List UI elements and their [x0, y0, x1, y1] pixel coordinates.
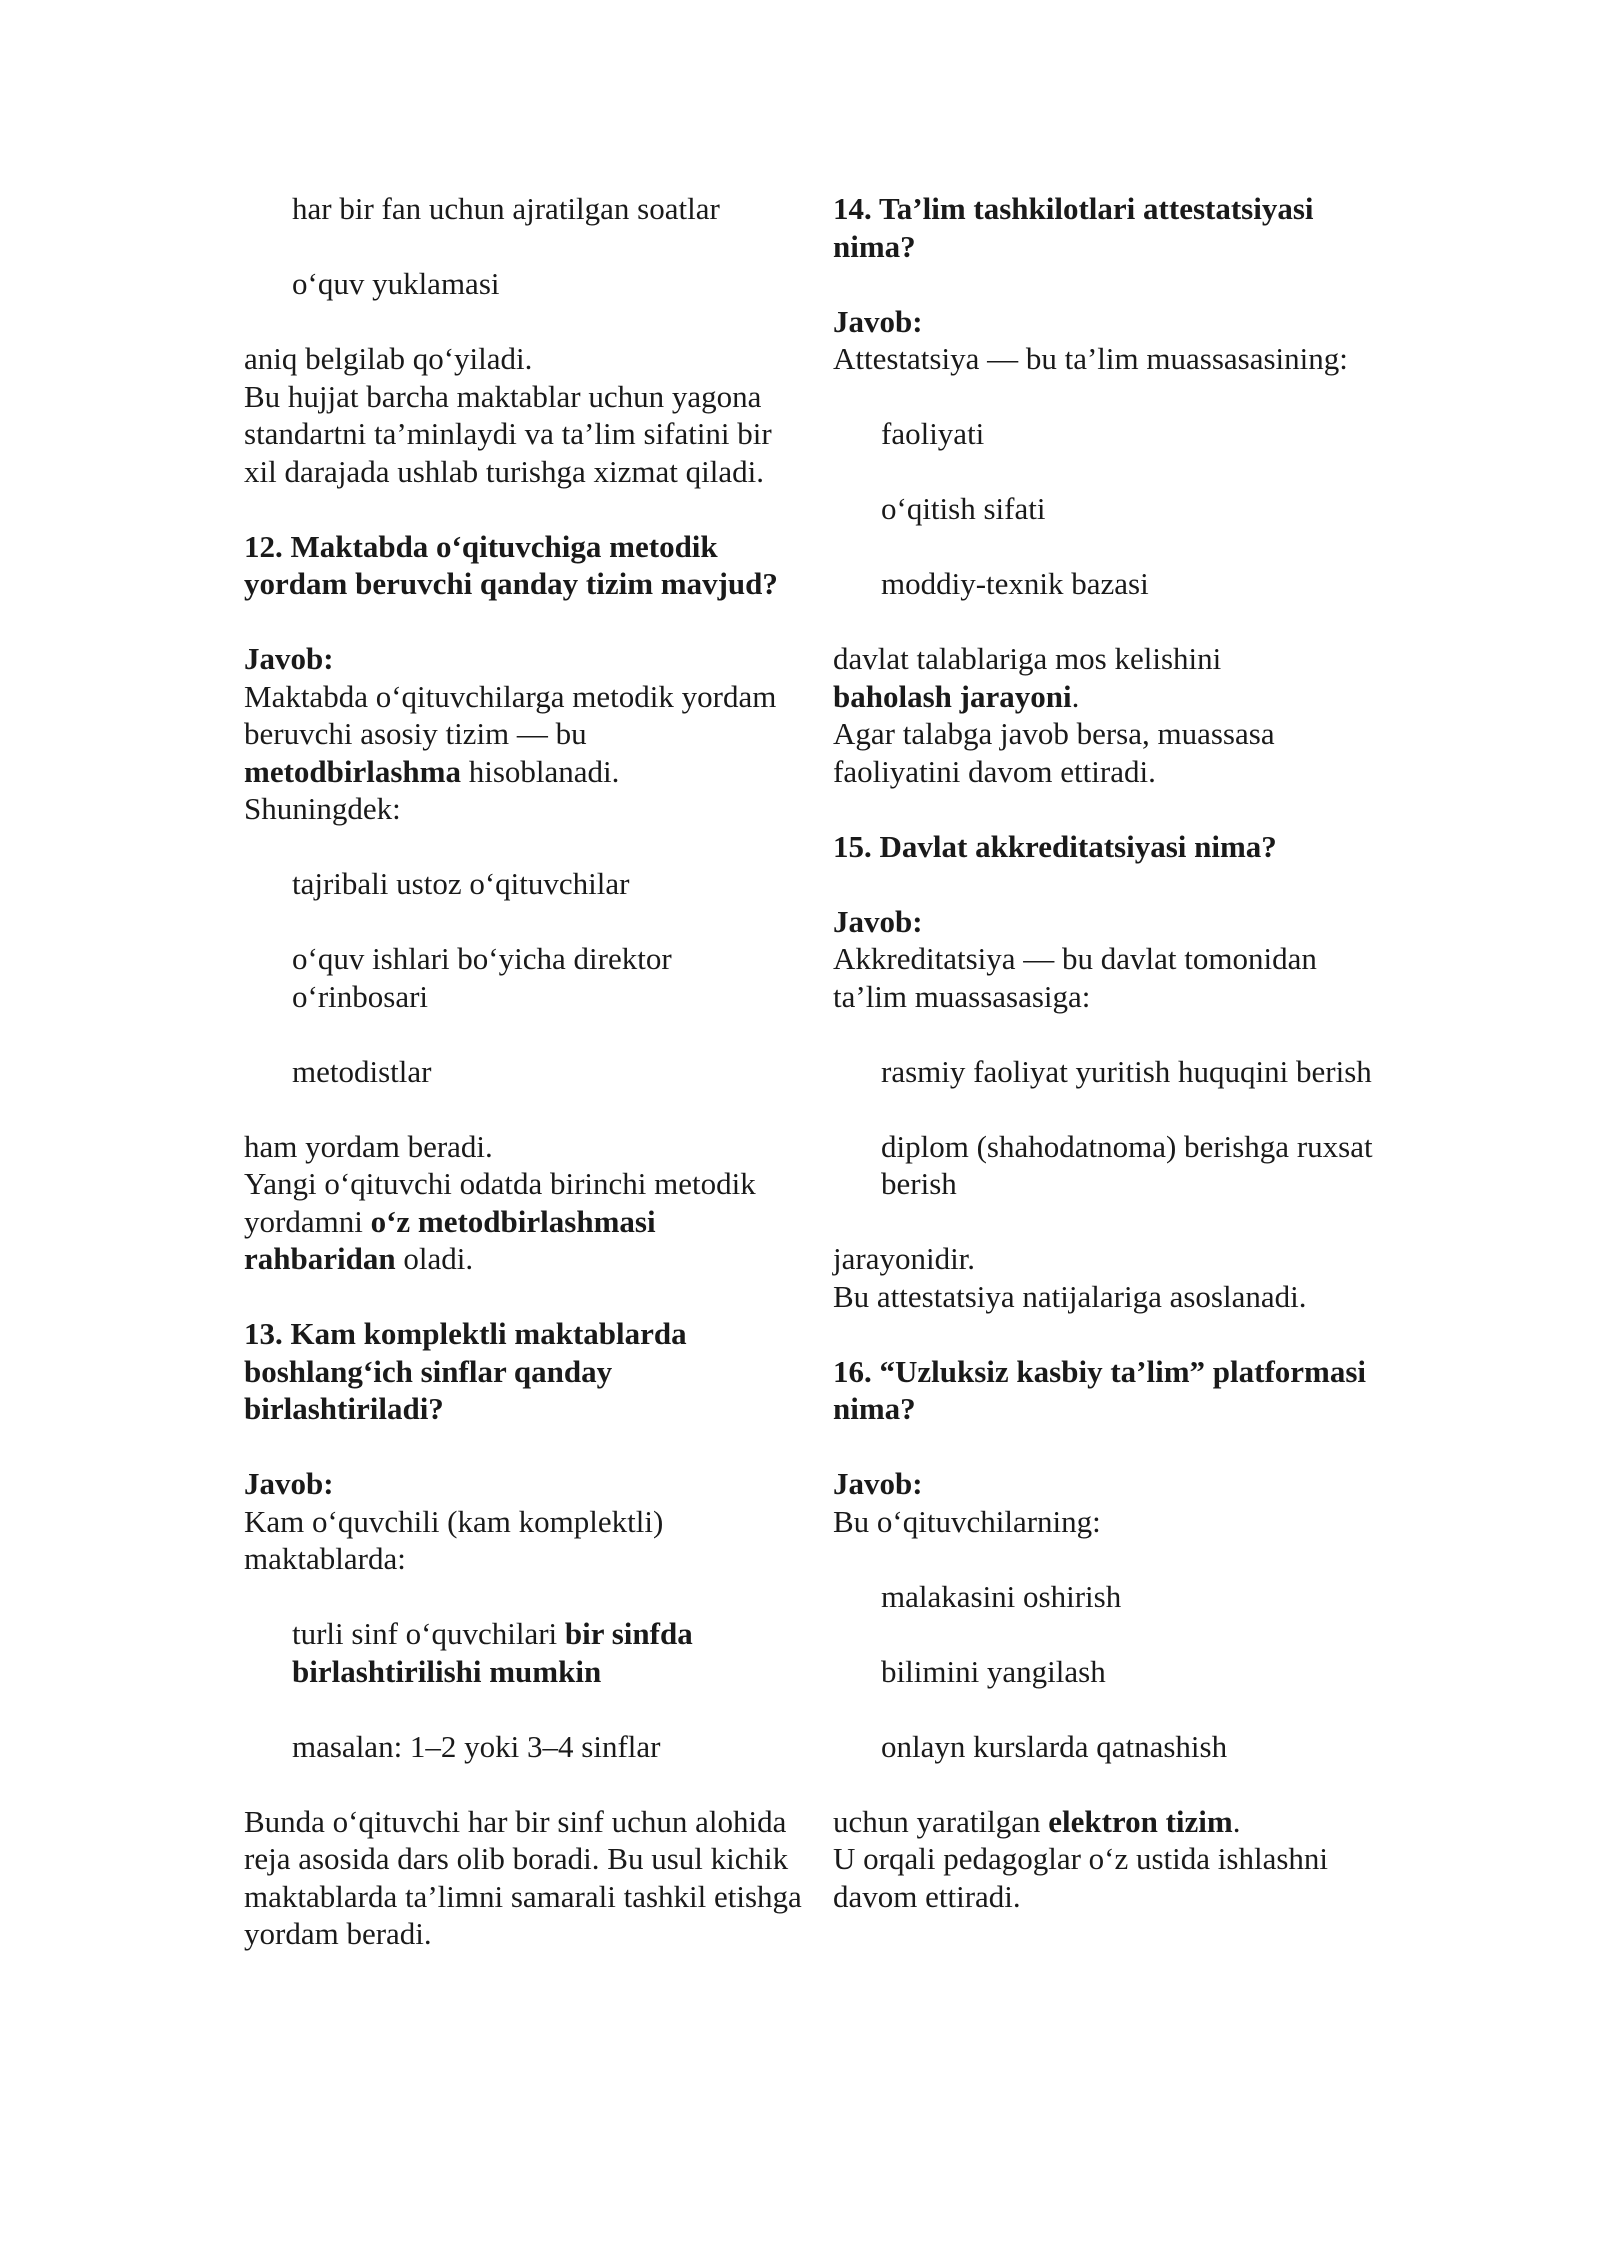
paragraph: Kam o‘quvchili (kam komplektli) maktablarda:: [244, 1503, 664, 1576]
paragraph: Bu attestatsiya natijalariga asoslanadi.: [833, 1278, 1307, 1314]
paragraph: Shuningdek:: [244, 791, 401, 826]
answer-label: Javob:: [833, 1466, 923, 1501]
list-item: masalan: 1–2 yoki 3–4 sinflar: [292, 1728, 661, 1764]
paragraph: Bu o‘qituvchilarning:: [833, 1503, 1101, 1539]
question-heading: 16. “Uzluksiz kasbiy ta’lim” platformasi nima?: [833, 1353, 1367, 1426]
paragraph: davlat talablariga mos kelishini: [833, 641, 1222, 676]
paragraph: uchun yaratilgan elektron tizim.: [833, 1803, 1241, 1839]
answer-label: Javob:: [244, 1466, 334, 1501]
list-item: bilimini yangilash: [881, 1653, 1106, 1689]
list-item: metodistlar: [292, 1053, 432, 1089]
paragraph: jarayonidir.: [833, 1241, 976, 1276]
question-heading: 13. Kam komplektli maktablarda boshlang‘ich sinflar qanday birlashtiriladi?: [244, 1316, 687, 1426]
paragraph: baholash jarayoni.: [833, 678, 1080, 714]
right-column: [833, 190, 1393, 1915]
list-item: faoliyati: [881, 416, 985, 451]
list-item: rasmiy faoliyat yuritish huquqini berish: [881, 1053, 1372, 1089]
list-item: o‘quv ishlari bo‘yicha direktor o‘rinbosari: [292, 941, 672, 1014]
list-item: onlayn kurslarda qatnashish: [881, 1728, 1228, 1764]
paragraph: aniq belgilab qo‘yiladi.: [244, 341, 533, 376]
list-item: har bir fan uchun ajratilgan soatlar: [292, 191, 720, 226]
left-column: [244, 190, 804, 1953]
paragraph: Bunda o‘qituvchi har bir sinf uchun alohida reja asosida dars olib boradi. Bu usul kichik maktablarda ta’limni samarali tashkil etishga yordam beradi.: [244, 1803, 802, 1951]
question-heading: 15. Davlat akkreditatsiyasi nima?: [833, 828, 1277, 864]
answer-label: Javob:: [244, 641, 334, 676]
answer-label: Javob:: [833, 303, 923, 339]
list-item: malakasini oshirish: [881, 1578, 1122, 1614]
paragraph: Yangi o‘qituvchi odatda birinchi metodik yordamni o‘z metodbirlashmasi rahbaridan oladi.: [244, 1166, 756, 1276]
paragraph: Akkreditatsiya — bu davlat tomonidan ta’lim muassasasiga:: [833, 941, 1317, 1014]
paragraph: ham yordam beradi.: [244, 1128, 493, 1164]
question-heading: 14. Ta’lim tashkilotlari attestatsiyasi nima?: [833, 191, 1314, 264]
list-item: o‘qitish sifati: [881, 491, 1046, 526]
question-heading: 12. Maktabda o‘qituvchiga metodik yordam beruvchi qanday tizim mavjud?: [244, 528, 778, 601]
list-item: o‘quv yuklamasi: [292, 266, 500, 301]
list-item: diplom (shahodatnoma) berishga ruxsat berish: [881, 1128, 1373, 1201]
list-item: turli sinf o‘quvchilari bir sinfda birlashtirilishi mumkin: [292, 1616, 693, 1689]
list-item: tajribali ustoz o‘qituvchilar: [292, 866, 630, 901]
paragraph: Attestatsiya — bu ta’lim muassasasining:: [833, 341, 1348, 376]
list-item: moddiy-texnik bazasi: [881, 566, 1149, 601]
paragraph: Maktabda o‘qituvchilarga metodik yordam beruvchi asosiy tizim — bu metodbirlashma hisoblanadi.: [244, 678, 777, 789]
paragraph: Agar talabga javob bersa, muassasa faoliyatini davom ettiradi.: [833, 716, 1275, 789]
paragraph: U orqali pedagoglar o‘z ustida ishlashni davom ettiradi.: [833, 1841, 1329, 1914]
paragraph: Bu hujjat barcha maktablar uchun yagona standartni ta’minlaydi va ta’lim sifatini bir xil darajada ushlab turishga xizmat qiladi.: [244, 378, 772, 489]
answer-label: Javob:: [833, 903, 923, 939]
